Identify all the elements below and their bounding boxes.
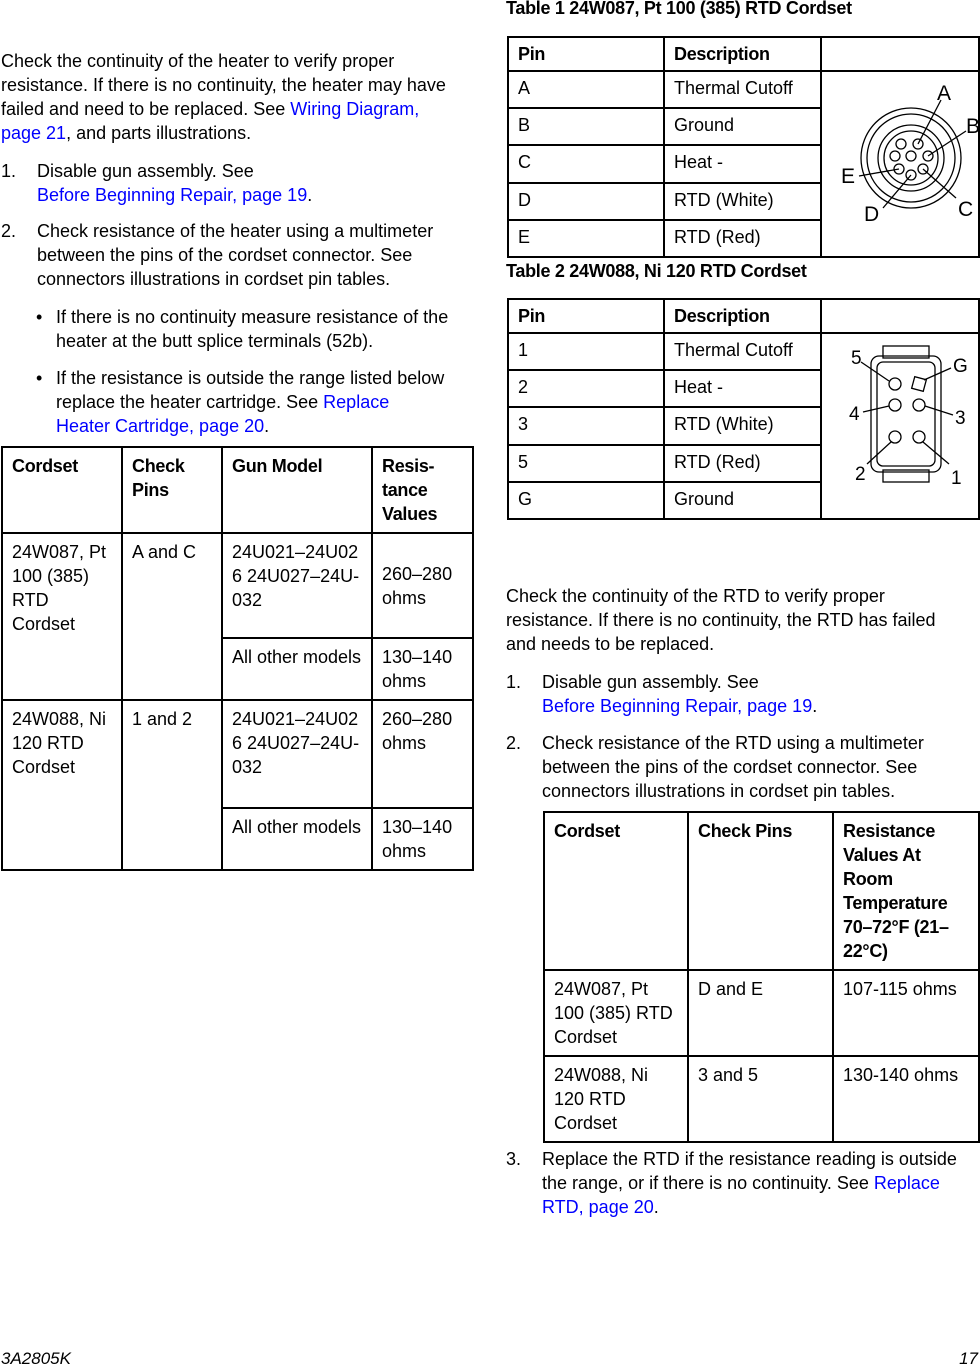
header-blank bbox=[821, 299, 979, 333]
description-cell: RTD (White) bbox=[664, 183, 821, 220]
rectangular-connector-illustration bbox=[821, 333, 979, 519]
label-b: B bbox=[966, 115, 980, 138]
header-description: Description bbox=[664, 37, 821, 71]
period: . bbox=[264, 416, 270, 436]
table-row bbox=[544, 970, 979, 1056]
pins-cell: 1 and 2 bbox=[122, 700, 222, 870]
round-connector-illustration bbox=[821, 71, 979, 257]
bullet-text: If there is no continuity measure resistance of the heater at the butt splice terminals (52b). bbox=[56, 307, 449, 351]
model-cell: All other models bbox=[222, 638, 372, 700]
rtd-step-3 bbox=[506, 1147, 980, 1219]
heater-resistance-table bbox=[1, 446, 474, 871]
pins-cell: A and C bbox=[122, 533, 222, 700]
step-text: Check resistance of the heater using a multimeter between the pins of the cordset connector. See connectors illustrations in cordset pin tables. bbox=[37, 221, 434, 289]
step-number: 2. bbox=[506, 733, 522, 753]
pin-cell: 3 bbox=[508, 407, 664, 444]
table2-caption: Table 2 24W088, Ni 120 RTD Cordset bbox=[506, 261, 807, 281]
header-cordset: Cordset bbox=[2, 447, 122, 533]
replace-heater-cartridge-link[interactable]: Replace Heater Cartridge, page 20 bbox=[56, 392, 390, 436]
pin-cell: D bbox=[508, 183, 664, 220]
pin-cell: A bbox=[508, 71, 664, 108]
table1-pt100-pins bbox=[507, 36, 980, 258]
rtd-step-2 bbox=[506, 731, 978, 803]
label-a: A bbox=[937, 82, 952, 105]
header-check-pins: Check Pins bbox=[122, 447, 222, 533]
before-beginning-repair-link[interactable]: Before Beginning Repair, page 19 bbox=[542, 696, 813, 716]
pin-cell: C bbox=[508, 145, 664, 182]
table-row bbox=[544, 1056, 979, 1142]
replace-rtd-link[interactable]: Replace RTD, page 20 bbox=[542, 1173, 940, 1217]
description-cell: RTD (Red) bbox=[664, 220, 821, 257]
header-resistance: Resistance Values At Room Temperature 70–72°F (21–22°C) bbox=[833, 812, 979, 970]
pins-cell: D and E bbox=[688, 970, 833, 1056]
step-text: Check resistance of the RTD using a multimeter between the pins of the cordset connector. See connectors illustrations in cordset pin tables. bbox=[542, 733, 924, 801]
bullet-dot: • bbox=[36, 368, 43, 388]
bullet-dot: • bbox=[36, 307, 43, 327]
step-text: Disable gun assembly. See bbox=[542, 672, 759, 692]
description-cell: RTD (Red) bbox=[664, 445, 821, 482]
heater-step-2 bbox=[1, 219, 473, 291]
pin-cell: E bbox=[508, 220, 664, 257]
rtd-step-1 bbox=[506, 670, 976, 718]
model-cell: All other models bbox=[222, 808, 372, 870]
value-cell: 130-140 ohms bbox=[833, 1056, 979, 1142]
value-cell: 260–280 ohms bbox=[372, 700, 473, 808]
round-connector-icon bbox=[831, 76, 980, 246]
header-cordset: Cordset bbox=[544, 812, 688, 970]
cordset-cell: 24W088, Ni 120 RTD Cordset bbox=[2, 700, 122, 870]
label-e: E bbox=[841, 165, 856, 188]
step-text: Disable gun assembly. See bbox=[37, 161, 254, 181]
pin-cell: B bbox=[508, 108, 664, 145]
header-check-pins: Check Pins bbox=[688, 812, 833, 970]
period: . bbox=[307, 185, 313, 205]
table-row bbox=[2, 533, 473, 638]
label-2: 2 bbox=[855, 464, 866, 485]
table-row bbox=[508, 333, 979, 370]
rtd-intro: Check the continuity of the RTD to verify proper resistance. If there is no continuity, the RTD has failed and needs to be replaced. bbox=[506, 586, 936, 654]
step-number: 2. bbox=[1, 221, 17, 241]
step-number: 1. bbox=[506, 672, 522, 692]
description-cell: Heat - bbox=[664, 370, 821, 407]
step-number: 1. bbox=[1, 161, 17, 181]
model-cell: 24U021–24U026 24U027–24U-032 bbox=[222, 533, 372, 638]
value-cell: 260–280 ohms bbox=[372, 533, 473, 638]
description-cell: Ground bbox=[664, 482, 821, 519]
cordset-cell: 24W088, Ni 120 RTD Cordset bbox=[544, 1056, 688, 1142]
page-number: 17 bbox=[959, 1349, 978, 1368]
pins-cell: 3 and 5 bbox=[688, 1056, 833, 1142]
label-g: G bbox=[953, 356, 968, 377]
description-cell: Thermal Cutoff bbox=[664, 71, 821, 108]
intro-text: Check the continuity of the heater to verify proper resistance. If there is no continuity, the heater may have failed and need to be replaced. See bbox=[1, 51, 446, 119]
header-pin: Pin bbox=[508, 299, 664, 333]
table-row bbox=[2, 700, 473, 808]
intro-end: , and parts illustrations. bbox=[66, 123, 252, 143]
rectangular-connector-icon bbox=[831, 338, 980, 508]
before-beginning-repair-link[interactable]: Before Beginning Repair, page 19 bbox=[37, 185, 308, 205]
pin-cell: 2 bbox=[508, 370, 664, 407]
document-number: 3A2805K bbox=[1, 1349, 71, 1368]
label-4: 4 bbox=[849, 404, 860, 425]
pin-cell: 1 bbox=[508, 333, 664, 370]
rtd-resistance-table bbox=[543, 811, 980, 1143]
wiring-diagram-link[interactable]: Wiring Diagram, page 21 bbox=[1, 99, 420, 143]
model-cell: 24U021–24U026 24U027–24U-032 bbox=[222, 700, 372, 808]
pin-cell: G bbox=[508, 482, 664, 519]
step-text: Replace the RTD if the resistance reading is outside the range, or if there is no continuity. See bbox=[542, 1149, 957, 1193]
cordset-cell: 24W087, Pt 100 (385) RTD Cordset bbox=[544, 970, 688, 1056]
description-cell: Heat - bbox=[664, 145, 821, 182]
header-blank bbox=[821, 37, 979, 71]
header-gun-model: Gun Model bbox=[222, 447, 372, 533]
period: . bbox=[653, 1197, 659, 1217]
table-row bbox=[508, 71, 979, 108]
label-3: 3 bbox=[955, 408, 966, 429]
bullet-text: If the resistance is outside the range listed below replace the heater cartridge. See bbox=[56, 368, 445, 412]
bullet-1 bbox=[36, 305, 466, 353]
value-cell: 107-115 ohms bbox=[833, 970, 979, 1056]
header-resistance: Resis-tance Values bbox=[372, 447, 473, 533]
value-cell: 130–140 ohms bbox=[372, 638, 473, 700]
step-number: 3. bbox=[506, 1149, 522, 1169]
description-cell: RTD (White) bbox=[664, 407, 821, 444]
pin-cell: 5 bbox=[508, 445, 664, 482]
label-d: D bbox=[864, 203, 880, 226]
heater-intro bbox=[1, 49, 451, 145]
label-1: 1 bbox=[951, 468, 962, 489]
label-c: C bbox=[958, 198, 974, 221]
value-cell: 130–140 ohms bbox=[372, 808, 473, 870]
cordset-cell: 24W087, Pt 100 (385) RTD Cordset bbox=[2, 533, 122, 700]
bullet-2 bbox=[36, 366, 446, 438]
heater-step-1 bbox=[1, 159, 471, 207]
label-5: 5 bbox=[851, 348, 862, 369]
header-description: Description bbox=[664, 299, 821, 333]
header-pin: Pin bbox=[508, 37, 664, 71]
description-cell: Ground bbox=[664, 108, 821, 145]
description-cell: Thermal Cutoff bbox=[664, 333, 821, 370]
period: . bbox=[812, 696, 818, 716]
table2-ni120-pins bbox=[507, 298, 980, 520]
table1-caption: Table 1 24W087, Pt 100 (385) RTD Cordset bbox=[506, 0, 852, 18]
